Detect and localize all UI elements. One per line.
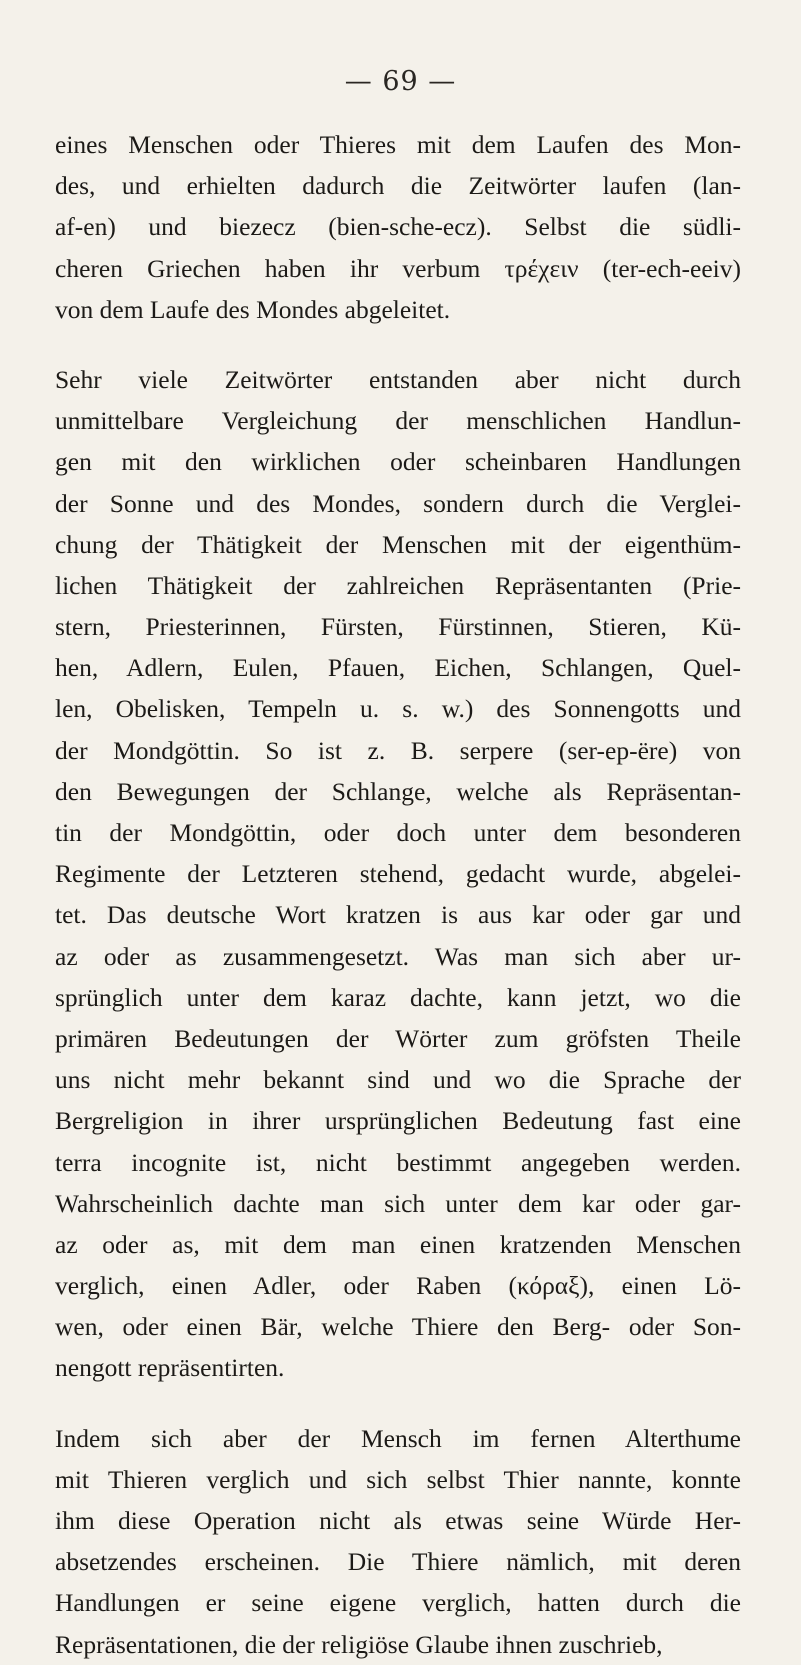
text-line: nengott repräsentirten. (55, 1353, 285, 1383)
text-line: wen, oder einen Bär, welche Thiere den Berg- oder Son- (55, 1312, 741, 1342)
paragraph (55, 1418, 741, 1665)
text-line: sprünglich unter dem karaz dachte, kann jetzt, wo die (55, 982, 741, 1012)
text-line: uns nicht mehr bekannt sind und wo die Sprache der (55, 1065, 741, 1095)
text-line: verglich, einen Adler, oder Raben (κόραξ), einen Lö- (55, 1271, 741, 1301)
text-line: Sehr viele Zeitwörter entstanden aber nicht durch (55, 364, 741, 394)
text-line: af-en) und biezecz (bien-sche-ecz). Selbst die südli- (55, 212, 741, 242)
text-line: gen mit den wirklichen oder scheinbaren Handlungen (55, 447, 741, 477)
text-line: Handlungen er seine eigene verglich, hatten durch die (55, 1588, 741, 1618)
text-line: mit Thieren verglich und sich selbst Thier nannte, konnte (55, 1464, 741, 1494)
text-line: den Bewegungen der Schlange, welche als Repräsentan- (55, 776, 741, 806)
text-line: stern, Priesterinnen, Fürsten, Fürstinnen, Stieren, Kü- (55, 612, 741, 642)
text-line: primären Bedeutungen der Wörter zum gröfsten Theile (55, 1023, 741, 1053)
text-line: az oder as, mit dem man einen kratzenden Menschen (55, 1229, 741, 1259)
text-line: hen, Adlern, Eulen, Pfauen, Eichen, Schlangen, Quel- (55, 653, 741, 683)
text-line: lichen Thätigkeit der zahlreichen Repräsentanten (Prie- (55, 570, 741, 600)
text-line: terra incognite ist, nicht bestimmt angegeben werden. (55, 1147, 741, 1177)
body-text (55, 124, 741, 1665)
text-line: Bergreligion in ihrer ursprünglichen Bedeutung fast eine (55, 1106, 741, 1136)
text-line: cheren Griechen haben ihr verbum τρέχειν (ter-ech-eeiv) (55, 253, 741, 283)
text-line: Indem sich aber der Mensch im fernen Alterthume (55, 1423, 741, 1453)
text-line: Wahrscheinlich dachte man sich unter dem kar oder gar- (55, 1188, 741, 1218)
text-line: Regimente der Letzteren stehend, gedacht wurde, abgelei- (55, 859, 741, 889)
text-line: von dem Laufe des Mondes abgeleitet. (55, 294, 451, 324)
paragraph (55, 124, 741, 330)
text-line: Repräsentationen, die der religiöse Glaube ihnen zuschrieb, (55, 1629, 663, 1659)
text-line: ihm diese Operation nicht als etwas seine Würde Her- (55, 1506, 741, 1535)
text-line: absetzendes erscheinen. Die Thiere nämlich, mit deren (55, 1547, 741, 1577)
text-line: der Sonne und des Mondes, sondern durch die Verglei- (55, 488, 741, 518)
page-number: — 69 — (344, 66, 457, 97)
text-line: chung der Thätigkeit der Menschen mit der eigenthüm- (55, 529, 741, 559)
text-line: tin der Mondgöttin, oder doch unter dem besonderen (55, 818, 741, 847)
paragraph (55, 359, 741, 1389)
text-line: az oder as zusammengesetzt. Was man sich aber ur- (55, 941, 741, 971)
text-line: der Mondgöttin. So ist z. B. serpere (ser-ep-ëre) von (55, 735, 741, 765)
text-line: des, und erhielten dadurch die Zeitwörter laufen (lan- (55, 171, 741, 201)
text-line: eines Menschen oder Thieres mit dem Laufen des Mon- (55, 130, 741, 159)
text-line: unmittelbare Vergleichung der menschlichen Handlun- (55, 406, 741, 436)
text-line: len, Obelisken, Tempeln u. s. w.) des Sonnengotts und (55, 694, 741, 724)
text-line: tet. Das deutsche Wort kratzen is aus kar oder gar und (55, 900, 741, 930)
